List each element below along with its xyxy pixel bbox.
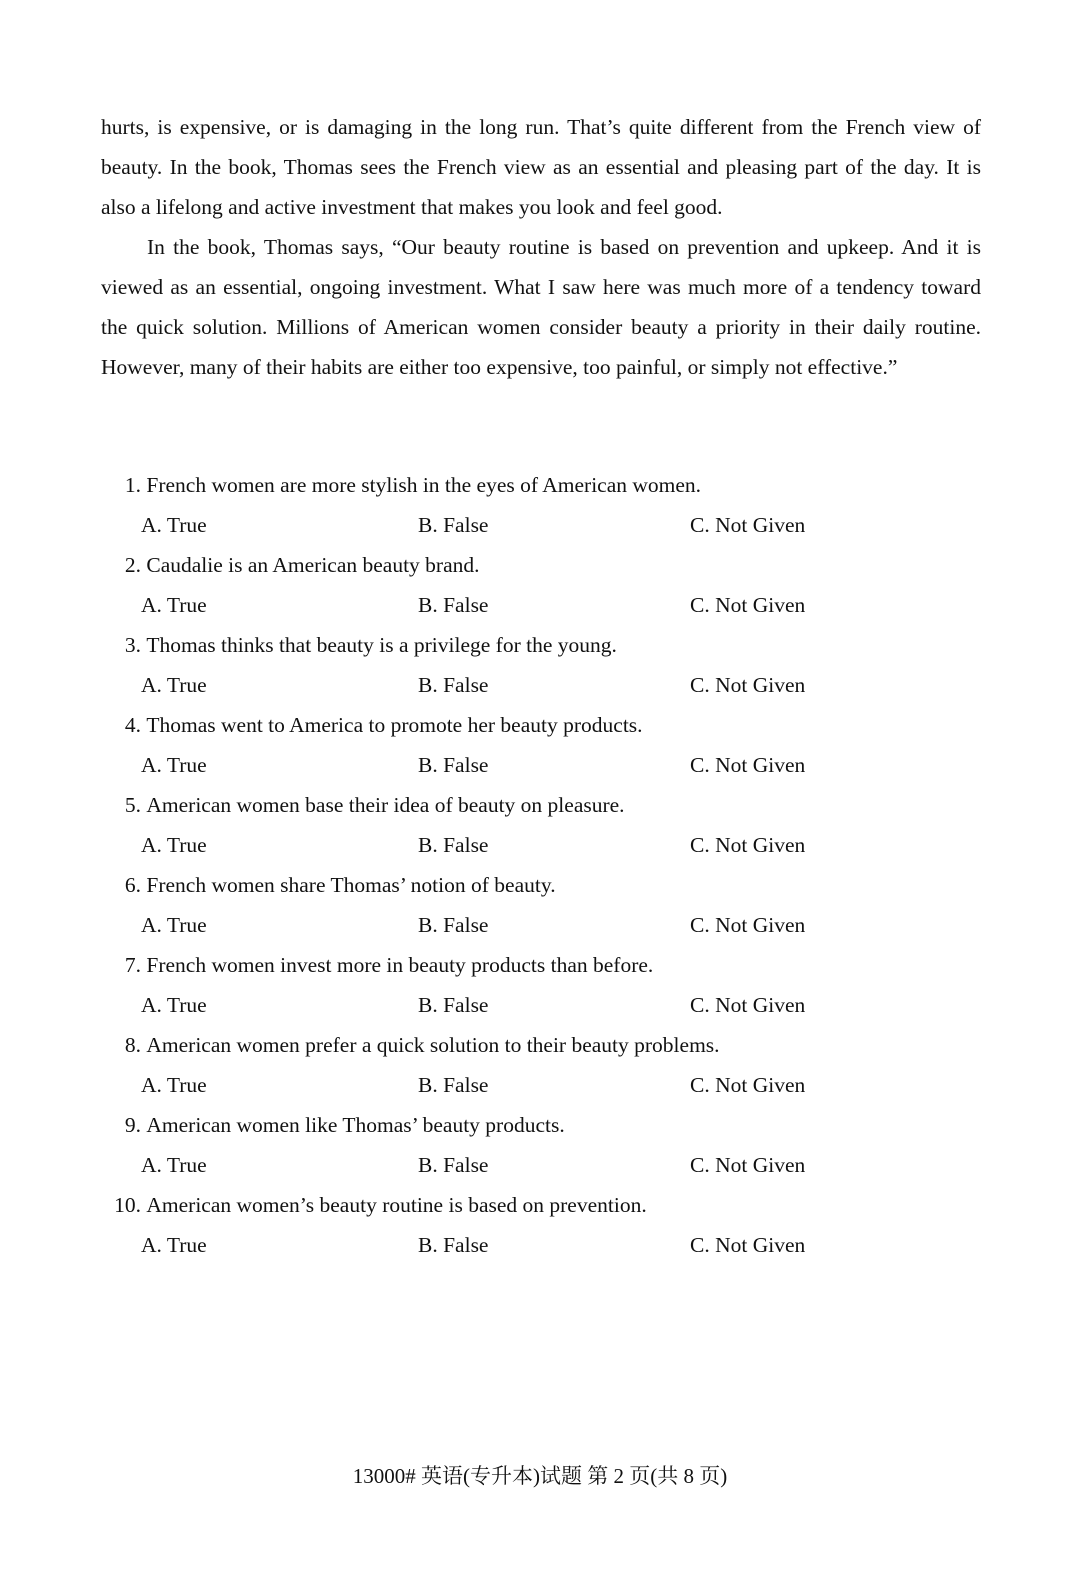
question-stem <box>101 545 981 585</box>
option-a-true: A. True <box>141 513 207 537</box>
question-text: American women base their idea of beauty on pleasure. <box>146 793 625 817</box>
option-c-not-given: C. Not Given <box>690 593 806 617</box>
question-text: American women like Thomas’ beauty products. <box>146 1113 565 1137</box>
answer-options <box>101 665 981 705</box>
question-text: French women invest more in beauty products than before. <box>146 953 654 977</box>
question-list <box>101 465 981 1265</box>
option-b-false: B. False <box>418 993 489 1017</box>
question-number: 3. <box>124 633 141 657</box>
option-c-not-given: C. Not Given <box>690 673 806 697</box>
question-number: 1. <box>124 473 141 497</box>
reading-passage <box>101 107 981 387</box>
option-a-true: A. True <box>141 753 207 777</box>
question-item <box>101 545 981 625</box>
option-a-true: A. True <box>141 1233 207 1257</box>
answer-options <box>101 825 981 865</box>
option-a-true: A. True <box>141 1153 207 1177</box>
option-b-false: B. False <box>418 833 489 857</box>
question-stem <box>101 465 981 505</box>
question-stem <box>101 705 981 745</box>
option-b-false: B. False <box>418 913 489 937</box>
question-stem <box>101 1105 981 1145</box>
answer-options <box>101 1225 981 1265</box>
option-c-not-given: C. Not Given <box>690 1233 806 1257</box>
option-b-false: B. False <box>418 1073 489 1097</box>
question-stem <box>101 1025 981 1065</box>
option-c-not-given: C. Not Given <box>690 513 806 537</box>
question-text: French women share Thomas’ notion of beauty. <box>146 873 556 897</box>
answer-options <box>101 505 981 545</box>
question-stem <box>101 785 981 825</box>
option-b-false: B. False <box>418 593 489 617</box>
question-item <box>101 1025 981 1105</box>
passage-paragraph-2: In the book, Thomas says, “Our beauty routine is based on prevention and upkeep. And it is viewed as an essential, ongoing investment. What I saw here was much more of a tendency toward the quick solution. Millions of American women consider beauty a priority in their daily routine. However, many of their habits are either too expensive, too painful, or simply not effective.” <box>101 235 981 379</box>
passage-paragraph-1: hurts, is expensive, or is damaging in the long run. That’s quite different from the French view of beauty. In the book, Thomas sees the French view as an essential and pleasing part of the day. It is also a lifelong and active investment that makes you look and feel good. <box>101 115 981 219</box>
option-a-true: A. True <box>141 1073 207 1097</box>
option-c-not-given: C. Not Given <box>690 833 806 857</box>
question-stem <box>101 625 981 665</box>
question-text: Thomas went to America to promote her beauty products. <box>146 713 643 737</box>
question-number: 4. <box>124 713 141 737</box>
question-text: Thomas thinks that beauty is a privilege for the young. <box>146 633 617 657</box>
option-c-not-given: C. Not Given <box>690 1153 806 1177</box>
question-stem <box>101 865 981 905</box>
option-b-false: B. False <box>418 513 489 537</box>
question-item <box>101 1185 981 1265</box>
option-a-true: A. True <box>141 593 207 617</box>
question-number: 8. <box>124 1033 141 1057</box>
question-text: Caudalie is an American beauty brand. <box>146 553 480 577</box>
question-item <box>101 865 981 945</box>
question-text: French women are more stylish in the eyes of American women. <box>146 473 702 497</box>
option-b-false: B. False <box>418 673 489 697</box>
question-item <box>101 625 981 705</box>
question-text: American women prefer a quick solution to their beauty problems. <box>146 1033 720 1057</box>
question-number: 5. <box>124 793 141 817</box>
answer-options <box>101 905 981 945</box>
option-c-not-given: C. Not Given <box>690 1073 806 1097</box>
option-a-true: A. True <box>141 833 207 857</box>
answer-options <box>101 585 981 625</box>
question-item <box>101 705 981 785</box>
question-number: 10. <box>114 1193 141 1217</box>
question-number: 2. <box>124 553 141 577</box>
option-b-false: B. False <box>418 1233 489 1257</box>
option-a-true: A. True <box>141 913 207 937</box>
question-item <box>101 1105 981 1185</box>
option-b-false: B. False <box>418 753 489 777</box>
question-item <box>101 785 981 865</box>
question-stem <box>101 1185 981 1225</box>
option-c-not-given: C. Not Given <box>690 913 806 937</box>
option-b-false: B. False <box>418 1153 489 1177</box>
question-stem <box>101 945 981 985</box>
question-number: 7. <box>124 953 141 977</box>
answer-options <box>101 745 981 785</box>
option-c-not-given: C. Not Given <box>690 993 806 1017</box>
answer-options <box>101 985 981 1025</box>
option-a-true: A. True <box>141 993 207 1017</box>
option-a-true: A. True <box>141 673 207 697</box>
question-item <box>101 945 981 1025</box>
question-item <box>101 465 981 545</box>
option-c-not-given: C. Not Given <box>690 753 806 777</box>
answer-options <box>101 1065 981 1105</box>
page-footer: 13000# 英语(专升本)试题 第 2 页(共 8 页) <box>352 1464 728 1488</box>
question-number: 6. <box>124 873 141 897</box>
question-text: American women’s beauty routine is based on prevention. <box>146 1193 647 1217</box>
answer-options <box>101 1145 981 1185</box>
question-number: 9. <box>124 1113 141 1137</box>
